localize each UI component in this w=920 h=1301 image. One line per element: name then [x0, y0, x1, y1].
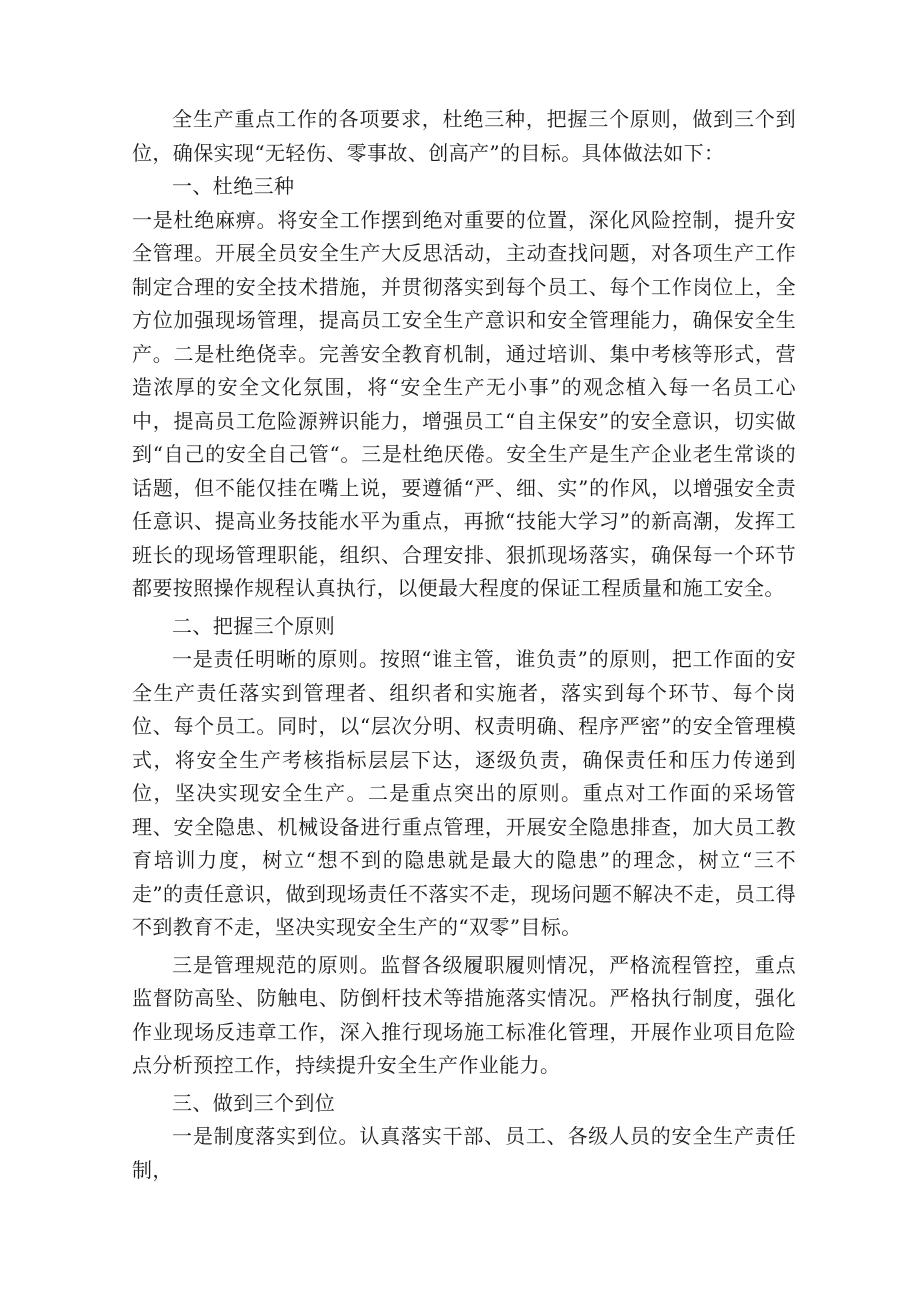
document-body [132, 103, 796, 1187]
section-2-paragraph-1: 一是责任明晰的原则。按照“谁主管，谁负责”的原则，把工作面的安全生产责任落实到管理者、组织者和实施者，落实到每个环节、每个岗位、每个员工。同时，以“层次分明、权责明确、程序严密”的安全管理模式，将安全生产考核指标层层下达，逐级负责，确保责任和压力传递到位，坚决实现安全生产。二是重点突出的原则。重点对工作面的采场管理、安全隐患、机械设备进行重点管理，开展安全隐患排查，加大员工教育培训力度，树立“想不到的隐患就是最大的隐患”的理念，树立“三不走”的责任意识，做到现场责任不落实不走，现场问题不解决不走，员工得不到教育不走，坚决实现安全生产的“双零”目标。 [132, 647, 796, 939]
section-heading-1: 一、杜绝三种 [172, 174, 295, 198]
section-heading-2: 二、把握三个原则 [172, 613, 336, 638]
section-2-paragraph-2: 三是管理规范的原则。监督各级履职履则情况，严格流程管控，重点监督防高坠、防触电、防倒杆技术等措施落实情况。严格执行制度，强化作业现场反违章工作，深入推行现场施工标准化管理，开展作业项目危险点分析预控工作，持续提升安全生产作业能力。 [132, 952, 796, 1077]
section-heading-3: 三、做到三个到位 [172, 1090, 336, 1115]
section-3-paragraph-1: 一是制度落实到位。认真落实干部、员工、各级人员的安全生产责任制， [132, 1124, 796, 1182]
section-1-paragraph: 一是杜绝麻痹。将安全工作摆到绝对重要的位置，深化风险控制，提升安全管理。开展全员安全生产大反思活动，主动查找问题，对各项生产工作制定合理的安全技术措施，并贯彻落实到每个员工、每个工作岗位上，全方位加强现场管理，提高员工安全生产意识和安全管理能力，确保安全生产。二是杜绝侥幸。完善安全教育机制，通过培训、集中考核等形式，营造浓厚的安全文化氛围，将“安全生产无小事”的观念植入每一名员工心中，提高员工危险源辨识能力，增强员工“自主保安”的安全意识，切实做到“自己的安全自己管“。三是杜绝厌倦。安全生产是生产企业老生常谈的话题，但不能仅挂在嘴上说，要遵循“严、细、实”的作风，以增强安全责任意识、提高业务技能水平为重点，再掀“技能大学习”的新高潮，发挥工班长的现场管理职能，组织、合理安排、狠抓现场落实，确保每一个环节都要按照操作规程认真执行，以便最大程度的保证工程质量和施工安全。 [132, 207, 796, 600]
intro-paragraph: 全生产重点工作的各项要求，杜绝三种，把握三个原则，做到三个到位，确保实现“无轻伤、零事故、创高产”的目标。具体做法如下： [132, 107, 796, 165]
